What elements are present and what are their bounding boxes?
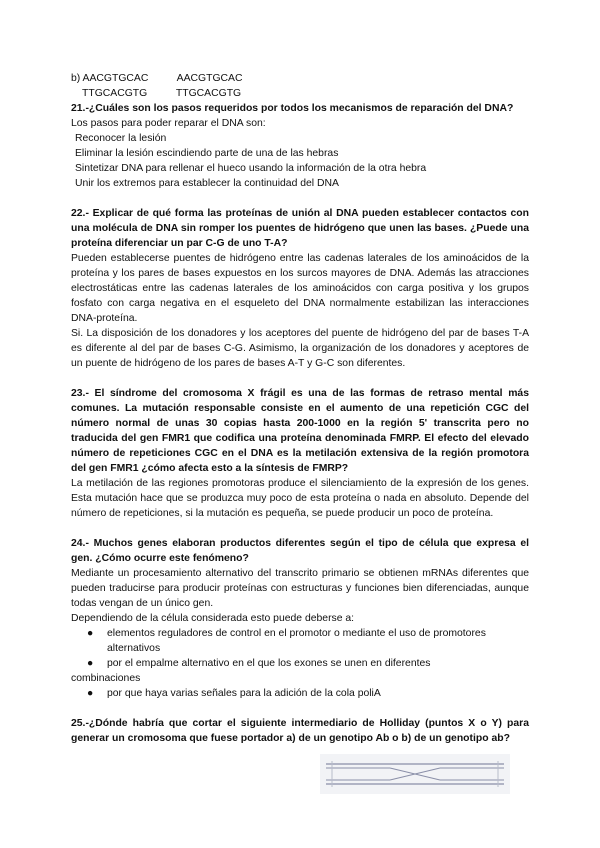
list-item-text: elementos reguladores de control en el promotor o mediante el uso de promotores alternativos (107, 628, 486, 654)
answer-22-part-2: Si. La disposición de los donadores y los aceptores del puente de hidrógeno del par de bases T-A es diferente al del par de bases C-G. Asimismo, la organización de los donadores y aceptores de un puente de hidrógeno de los pares de bases A-T y G-C son diferentes. (71, 328, 529, 369)
answer-23: La metilación de las regiones promotoras produce el silenciamiento de la expresión de los genes. Esta mutación hace que se produzca muy poco de esta proteína o nada en absoluto. Depende del número de repeticiones, si la mutación es pequeña, se puede producir un poco de proteína. (71, 478, 529, 519)
document-page (71, 71, 529, 799)
holliday-intermediate-figure (320, 754, 510, 794)
answer-24: Mediante un procesamiento alternativo del transcrito primario se obtienen mRNAs diferentes que pueden traducirse para producir proteínas con estructuras y funciones bien diferenciadas, aunque todas vengan de un único gen. (71, 568, 529, 609)
question-21: 21.-¿Cuáles son los pasos requeridos por todos los mecanismos de reparación del DNA? (71, 103, 514, 114)
answer-24-lead: Dependiendo de la célula considerada esto puede deberse a: (71, 613, 355, 624)
spacer (71, 521, 529, 536)
list-item (71, 626, 529, 656)
bullet-icon: ● (87, 658, 94, 669)
answer-21-intro: Los pasos para poder reparar el DNA son: (71, 118, 266, 129)
spacer (71, 701, 529, 716)
answer-21-step-1: Reconocer la lesión (75, 133, 167, 144)
answer-21-step-4: Unir los extremos para establecer la continuidad del DNA (75, 178, 339, 189)
answer-24-list-continuation: combinaciones (71, 673, 141, 684)
list-item (71, 686, 529, 701)
answer-24-list (71, 626, 529, 671)
sequence-line-2-text: TTGCACGTG TTGCACGTG (82, 88, 242, 99)
answer-21-step-2: Eliminar la lesión escindiendo parte de una de las hebras (75, 148, 339, 159)
bullet-icon: ● (87, 628, 94, 639)
spacer (71, 371, 529, 386)
question-25: 25.-¿Dónde habría que cortar el siguiente intermediario de Holliday (puntos X o Y) para generar un cromosoma que fuese portador a) de un genotipo Ab o b) de un genotipo ab? (71, 718, 529, 744)
answer-22-part-1: Pueden establecerse puentes de hidrógeno entre las cadenas laterales de los aminoácidos de la proteína y los pares de bases expuestos en los surcos mayores de DNA. Además las atracciones electrostáticas entre las cadenas laterales de los aminoácidos con carga positiva y los grupos fosfato con carga negativa en el esqueleto del DNA normalmente estabilizan las interacciones DNA-proteína. (71, 253, 529, 324)
bullet-icon: ● (87, 688, 94, 699)
list-item-text: por que haya varias señales para la adición de la cola poliA (107, 688, 381, 699)
answer-24-list-2 (71, 686, 529, 701)
question-23: 23.- El síndrome del cromosoma X frágil es una de las formas de retraso mental más comunes. La mutación responsable consiste en el aumento de una repetición CGC del número normal de unas 30 copias hasta 200-1000 en la región 5' transcrita pero no traducida del gen FMR1 que codifica una proteína denominada FMRP. El efecto del elevado número de repeticiones CGC en el DNA es la metilación extensiva de la región promotora del gen FMR1 ¿cómo afecta esto a la síntesis de FMRP? (71, 388, 529, 474)
question-22: 22.- Explicar de qué forma las proteínas de unión al DNA pueden establecer contactos con una molécula de DNA sin romper los puentes de hidrógeno que unen las bases. ¿Puede una proteína diferenciar un par C-G de uno T-A? (71, 208, 529, 249)
question-24: 24.- Muchos genes elaboran productos diferentes según el tipo de célula que expresa el gen. ¿Cómo ocurre este fenómeno? (71, 538, 529, 564)
list-item (71, 656, 529, 671)
spacer (71, 191, 529, 206)
sequence-line-1: b) AACGTGCAC AACGTGCAC (71, 73, 243, 84)
list-item-text: por el empalme alternativo en el que los exones se unen en diferentes (107, 658, 431, 669)
answer-21-step-3: Sintetizar DNA para rellenar el hueco usando la información de la otra hebra (75, 163, 427, 174)
sequence-line-2 (71, 86, 529, 101)
